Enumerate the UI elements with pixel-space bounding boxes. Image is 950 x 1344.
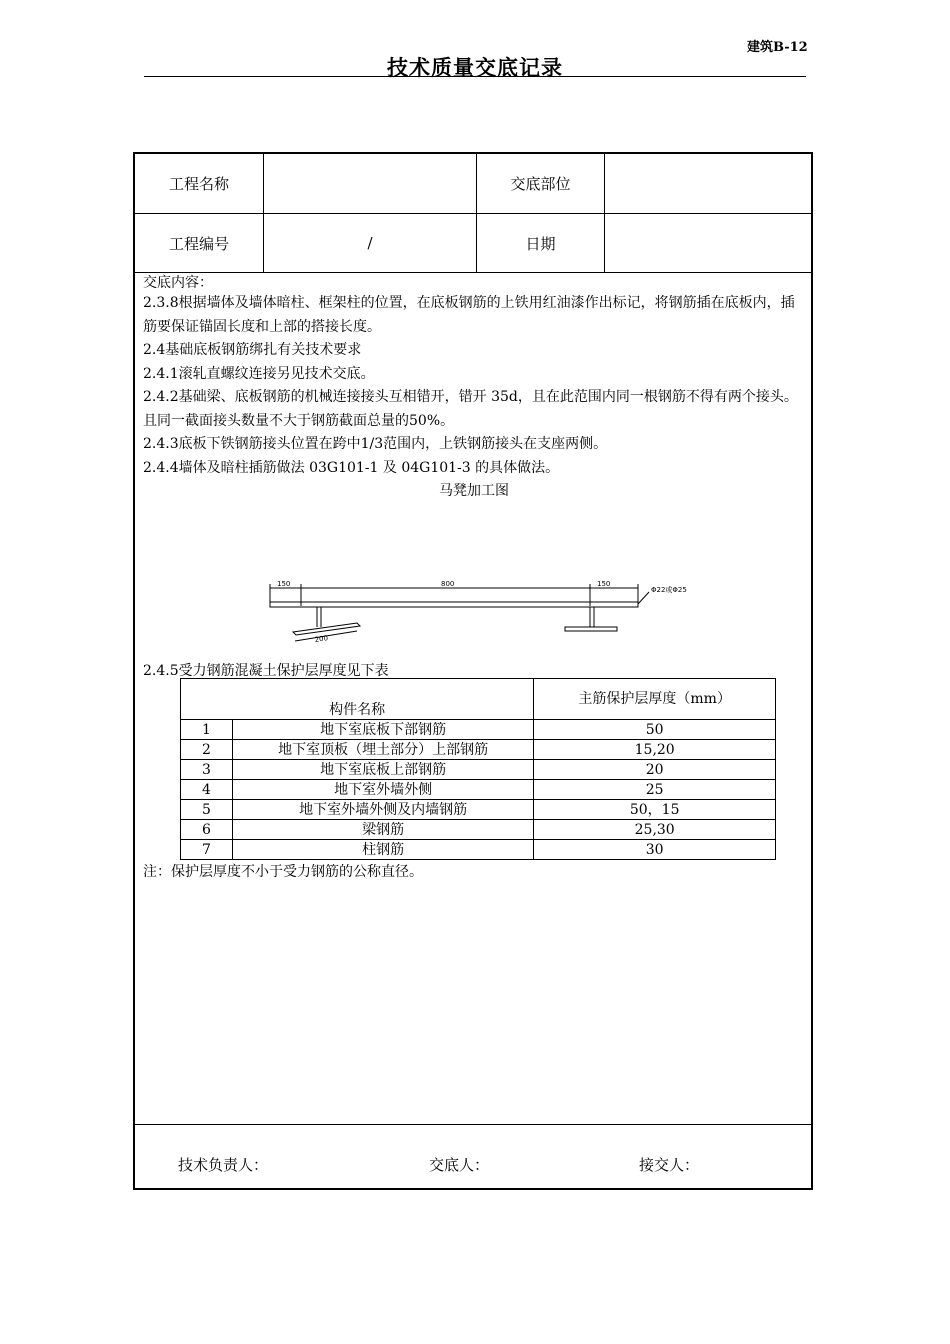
table-row [181, 760, 776, 780]
component-name: 柱钢筋 [232, 840, 533, 860]
record-form [133, 152, 813, 1190]
table-intro: 2.4.5受力钢筋混凝土保护层厚度见下表 [143, 663, 389, 679]
row-number: 7 [181, 840, 233, 860]
table-note: 注：保护层厚度不小于受力钢筋的公称直径。 [143, 864, 423, 880]
thickness-value: 20 [534, 760, 776, 780]
stool-foot [565, 627, 617, 631]
content-paragraph: 2.4基础底板钢筋绑扎有关技术要求 [143, 342, 362, 358]
component-name: 地下室底板上部钢筋 [232, 760, 533, 780]
col-header-name: 构件名称 [181, 679, 534, 720]
table-header-row [181, 679, 776, 720]
disclosure-content [143, 274, 805, 503]
location-value[interactable] [605, 154, 811, 213]
dim-label-middle: 800 [441, 580, 455, 588]
content-paragraph: 2.4.2基础梁、底板钢筋的机械连接接头互相错开，错开 35d，且在此范围内同一根钢筋不得有两个接头。且同一截面接头数量不大于钢筋截面总量的50%。 [143, 389, 798, 429]
location-label: 交底部位 [510, 175, 571, 193]
page-title: 技术质量交底记录 [387, 55, 563, 80]
row-number: 4 [181, 780, 233, 800]
content-paragraph: 2.4.3底板下铁钢筋接头位置在跨中1/3范围内，上铁钢筋接头在支座两侧。 [143, 436, 608, 452]
cover-thickness-table [180, 678, 776, 860]
stool-diagram [265, 579, 745, 649]
project-number-label: 工程编号 [168, 234, 229, 253]
signature-divider [135, 1124, 811, 1125]
component-name: 地下室顶板（埋土部分）上部钢筋 [232, 740, 533, 760]
row-number: 2 [181, 740, 233, 760]
row-divider [135, 272, 811, 273]
content-heading: 交底内容： [143, 275, 213, 291]
table-row [181, 780, 776, 800]
table-row [181, 840, 776, 860]
project-name-value[interactable] [264, 154, 476, 213]
top-bar [270, 602, 638, 607]
row-number: 6 [181, 820, 233, 840]
discloser-signature[interactable]: 交底人： [429, 1156, 490, 1174]
tech-lead-signature[interactable]: 技术负责人： [178, 1156, 269, 1174]
row-number: 3 [181, 760, 233, 780]
thickness-value: 15,20 [534, 740, 776, 760]
receiver-signature[interactable]: 接交人： [639, 1156, 700, 1174]
project-number-value[interactable]: / [367, 234, 373, 252]
thickness-value: 50，15 [534, 800, 776, 820]
form-code: 建筑B-12 [747, 40, 808, 55]
thickness-value: 50 [534, 720, 776, 740]
project-name-label: 工程名称 [168, 175, 229, 193]
table-row [181, 720, 776, 740]
thickness-value: 25 [534, 780, 776, 800]
leader-line [638, 592, 649, 604]
diagram-title: 马凳加工图 [439, 483, 509, 499]
table-row [181, 820, 776, 840]
table-row [181, 740, 776, 760]
component-name: 地下室底板下部钢筋 [232, 720, 533, 740]
dim-label-foot: 200 [314, 634, 329, 644]
table-row [181, 800, 776, 820]
date-value[interactable] [605, 214, 811, 272]
col-header-thickness: 主筋保护层厚度（mm） [534, 679, 776, 720]
content-paragraph: 2.3.8根据墙体及墙体暗柱、框架柱的位置，在底板钢筋的上铁用红油漆作出标记，将钢筋插在底板内，插筋要保证锚固长度和上部的搭接长度。 [143, 295, 795, 335]
component-name: 地下室外墙外侧 [232, 780, 533, 800]
component-name: 梁钢筋 [232, 820, 533, 840]
title-underline [144, 76, 806, 77]
stool-foot [293, 623, 360, 635]
bar-size-label: Φ22或Φ25 [651, 586, 687, 594]
content-paragraph: 2.4.4墙体及暗柱插筋做法 03G101-1 及 04G101-3 的具体做法。 [143, 459, 560, 476]
thickness-value: 30 [534, 840, 776, 860]
row-number: 5 [181, 800, 233, 820]
component-name: 地下室外墙外侧及内墙钢筋 [232, 800, 533, 820]
dim-label-left: 150 [277, 580, 291, 588]
row-number: 1 [181, 720, 233, 740]
thickness-value: 25,30 [534, 820, 776, 840]
date-label: 日期 [525, 234, 556, 253]
content-paragraph: 2.4.1滚轧直螺纹连接另见技术交底。 [143, 365, 375, 382]
dim-label-right: 150 [597, 580, 611, 588]
